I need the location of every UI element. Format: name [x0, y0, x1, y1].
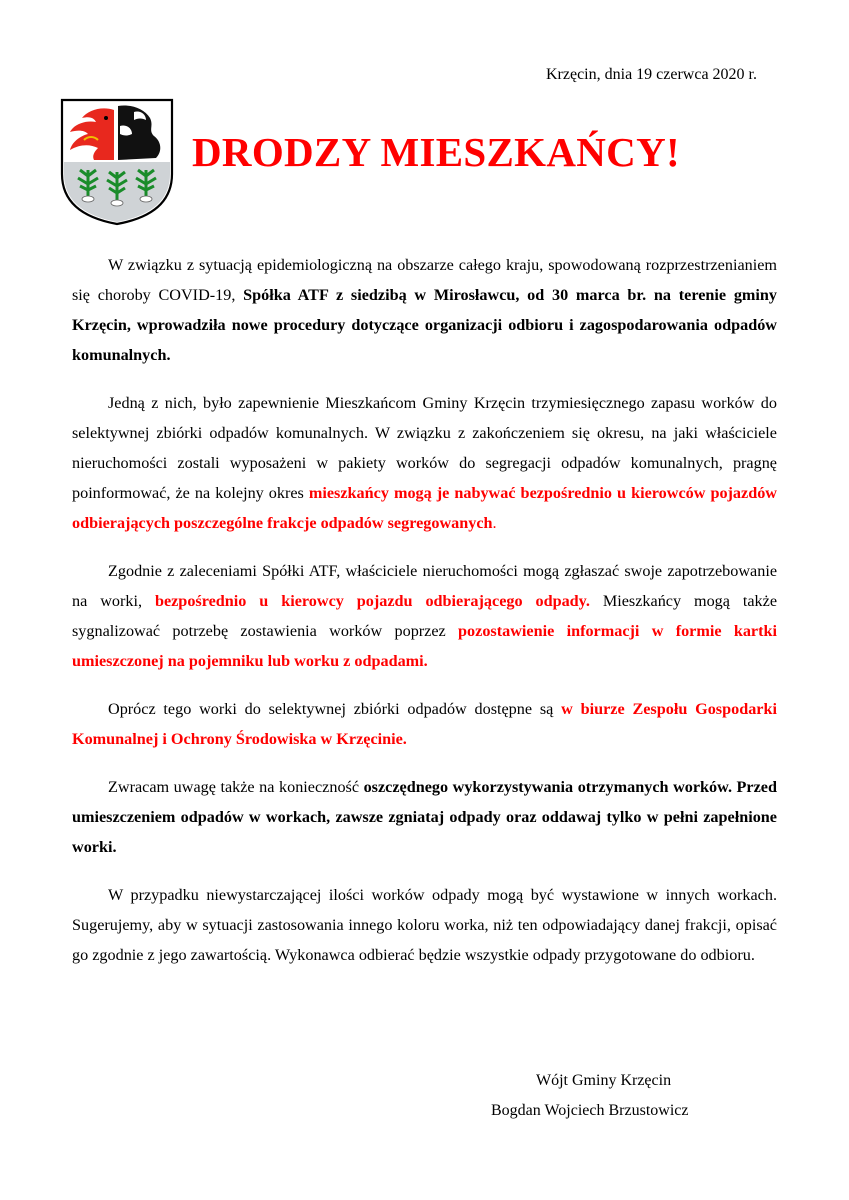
bold-segment: . — [727, 778, 737, 796]
highlight-segment: pozostawienie informacji w formie kartki umieszczonej na pojemniku lub worku z odpadami. — [72, 622, 778, 670]
paragraph-4 — [72, 694, 777, 754]
paragraph-5 — [72, 772, 777, 862]
text-segment: Zwracam uwagę także na konieczność — [108, 778, 364, 796]
text-segment: Jedną z nich, było zapewnienie Mieszkańcom Gminy Krzęcin trzymiesięcznego zapasu worków do selektywnej zbiórki odpadów komunalnych. W związku z zakończeniem się okresu, na jaki właściciele nieruchomości zostali wyposażeni w pakiety worków do segregacji odpadów komunalnych, pragnę poinformować, że na kolejny okres — [72, 394, 777, 502]
highlight-segment: mieszkańcy mogą je nabywać bezpośrednio u kierowców pojazdów odbierających poszczególne frakcje odpadów segregowanych — [72, 484, 777, 532]
document-date: Krzęcin, dnia 19 czerwca 2020 r. — [545, 66, 757, 83]
letter-body — [72, 250, 777, 988]
signature-name: Bogdan Wojciech Brzustowicz — [491, 1102, 689, 1119]
text-segment: W związku z sytuacją epidemiologiczną na obszarze całego kraju, spowodowaną rozprzestrzenianiem się choroby COVID-19, — [72, 256, 777, 304]
signature-role: Wójt Gminy Krzęcin — [536, 1072, 672, 1089]
paragraph-3 — [72, 556, 777, 676]
paragraph-6 — [72, 880, 777, 970]
highlight-segment: bezpośrednio u kierowcy pojazdu odbierającego odpady. — [154, 592, 590, 610]
text-segment: Mieszkańcy mogą także sygnalizować potrzebę zostawienia worków poprzez — [72, 592, 778, 640]
paragraph-1 — [72, 250, 777, 370]
highlight-segment: w biurze Zespołu Gospodarki Komunalnej i Ochrony Środowiska w Krzęcinie. — [72, 700, 777, 748]
bold-segment: Spółka ATF z siedzibą w Mirosławcu, od 30 marca br. na terenie gminy Krzęcin, wprowadziła nowe procedury dotyczące organizacji odbioru i zagospodarowania odpadów komunalnych. — [72, 286, 777, 364]
text-segment: Zgodnie z zaleceniami Spółki ATF, właściciele nieruchomości mogą zgłaszać swoje zapotrzebowanie na worki, — [72, 562, 777, 610]
text-segment: Oprócz tego worki do selektywnej zbiórki odpadów dostępne są — [108, 700, 562, 718]
text-segment: . — [492, 514, 497, 532]
page-title: DRODZY MIESZKAŃCY! — [192, 129, 680, 175]
paragraph-2 — [72, 388, 777, 538]
bold-segment: oszczędnego wykorzystywania otrzymanych worków — [363, 778, 728, 796]
bold-segment: Przed umieszczeniem odpadów w workach, zawsze zgniataj odpady oraz oddawaj tylko w pełni zapełnione worki. — [72, 778, 777, 856]
coat-of-arms-icon — [58, 96, 176, 228]
text-segment: W przypadku niewystarczającej ilości worków odpady mogą być wystawione w innych workach. Sugerujemy, aby w sytuacji zastosowania innego koloru worka, niż ten odpowiadający danej frakcji, opisać go zgodnie z jego zawartością. Wykonawca odbierać będzie wszystkie odpady przygotowane do odbioru. — [72, 886, 777, 964]
